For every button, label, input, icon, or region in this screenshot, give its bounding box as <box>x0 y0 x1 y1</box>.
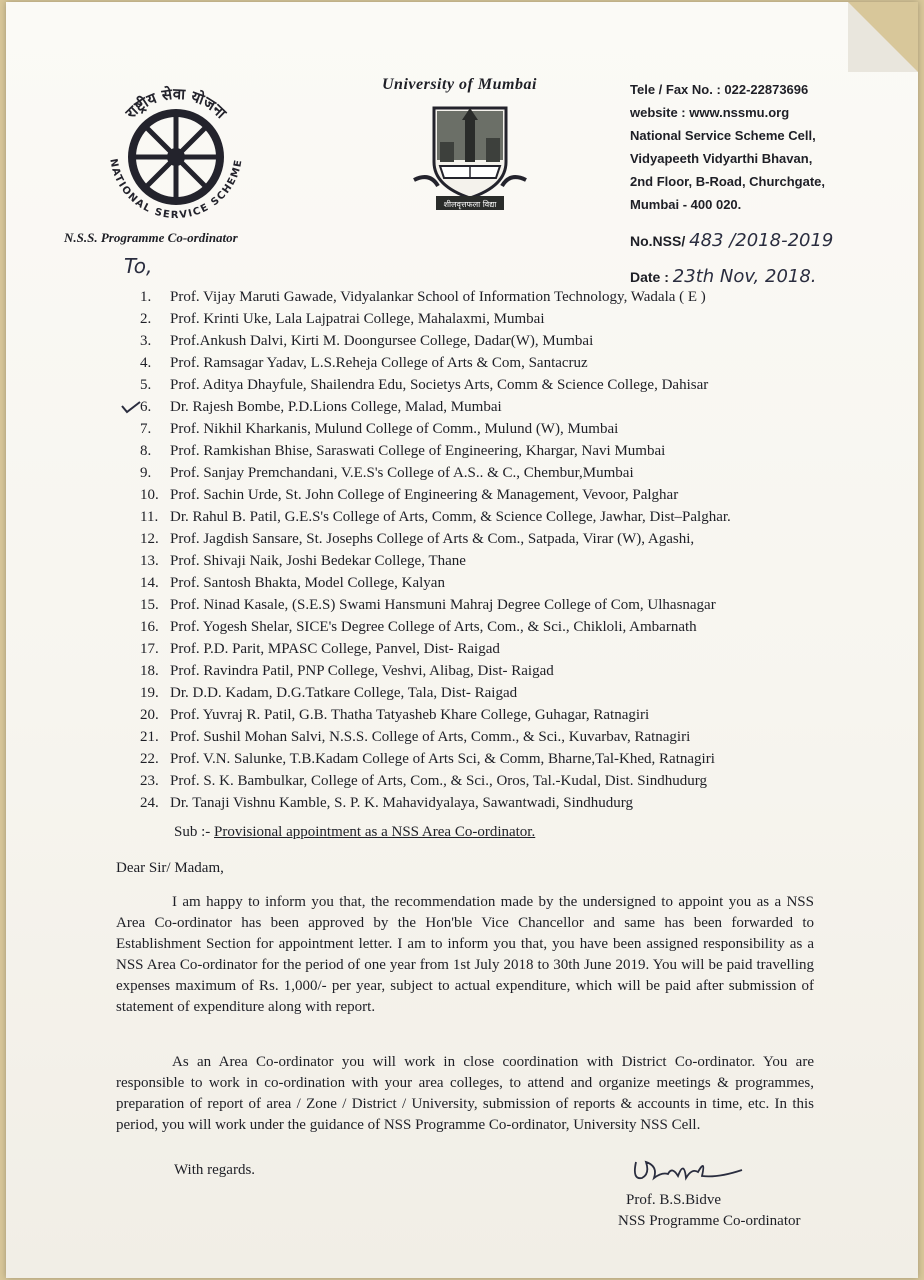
recipient-item: 10. Prof. Sachin Urde, St. John College of Engineering & Management, Vevoor, Palghar <box>140 487 679 503</box>
recipient-item: 18. Prof. Ravindra Patil, PNP College, Veshvi, Alibag, Dist- Raigad <box>140 663 554 679</box>
reference-prefix: No.NSS/ <box>630 233 686 249</box>
recipient-item: 7. Prof. Nikhil Kharkanis, Mulund College of Comm., Mulund (W), Mumbai <box>140 421 619 437</box>
recipient-item: 9. Prof. Sanjay Premchandani, V.E.S's College of A.S.. & C., Chembur,Mumbai <box>140 465 634 481</box>
contact-office: National Service Scheme Cell, <box>630 128 816 143</box>
recipient-item: 1. Prof. Vijay Maruti Gawade, Vidyalankar School of Information Technology, Wadala ( E ) <box>140 289 706 305</box>
subject-line <box>174 824 535 841</box>
recipient-item: 2. Prof. Krinti Uke, Lala Lajpatrai College, Mahalaxmi, Mumbai <box>140 311 545 327</box>
signer-title: NSS Programme Co-ordinator <box>618 1213 801 1229</box>
reference-number <box>630 230 833 251</box>
recipient-item: 22. Prof. V.N. Salunke, T.B.Kadam College of Arts Sci, & Comm, Bharne,Tal-Khed, Ratnagiri <box>140 751 715 767</box>
date-prefix: Date : <box>630 269 669 285</box>
contact-phone: Tele / Fax No. : 022-22873696 <box>630 82 809 97</box>
handwritten-tick-icon <box>120 400 142 414</box>
recipient-item: 6. Dr. Rajesh Bombe, P.D.Lions College, Malad, Mumbai <box>140 399 502 415</box>
letter-page <box>6 2 918 1278</box>
recipient-item: 16. Prof. Yogesh Shelar, SICE's Degree College of Arts, Com., & Sci., Chikloli, Ambarnath <box>140 619 697 635</box>
subject-text: Provisional appointment as a NSS Area Co-ordinator. <box>214 824 536 840</box>
recipient-item: 23. Prof. S. K. Bambulkar, College of Arts, Com., & Sci., Oros, Tal.-Kudal, Dist. Sindhudurg <box>140 773 707 789</box>
recipient-item: 21. Prof. Sushil Mohan Salvi, N.S.S. College of Arts, Comm., & Sci., Kuvarbav, Ratnagiri <box>140 729 691 745</box>
recipient-item: 14. Prof. Santosh Bhakta, Model College, Kalyan <box>140 575 445 591</box>
folded-corner <box>848 2 918 72</box>
recipient-item: 4. Prof. Ramsagar Yadav, L.S.Reheja College of Arts & Com, Santacruz <box>140 355 588 371</box>
recipient-item: 8. Prof. Ramkishan Bhise, Saraswati College of Engineering, Khargar, Navi Mumbai <box>140 443 666 459</box>
recipient-item: 13. Prof. Shivaji Naik, Joshi Bedekar College, Thane <box>140 553 466 569</box>
date-handwritten: 23th Nov, 2018. <box>672 266 817 287</box>
coordinator-label: N.S.S. Programme Co-ordinator <box>64 230 238 245</box>
university-crest-icon <box>410 102 530 214</box>
contact-city: Mumbai - 400 020. <box>630 197 742 212</box>
signer-name: Prof. B.S.Bidve <box>626 1192 722 1208</box>
contact-website: website : www.nssmu.org <box>630 105 790 120</box>
recipient-item: 12. Prof. Jagdish Sansare, St. Josephs College of Arts & Com., Satpada, Virar (W), Agashi, <box>140 531 695 547</box>
nss-emblem-icon <box>96 82 256 232</box>
recipient-item: 17. Prof. P.D. Parit, MPASC College, Panvel, Dist- Raigad <box>140 641 500 657</box>
emblem-bottom-text: NATIONAL SERVICE SCHEME <box>107 157 245 222</box>
body-paragraph-2: As an Area Co-ordinator you will work in close coordination with District Co-ordinator. You are responsible to work in co-ordination with your area colleges, to attend and organize meetings & programmes, preparation of report of area / Zone / District / University, submission of reports & accounts in time, etc. In this period, you will work under the guidance of NSS Programme Co-ordinator, University NSS Cell. <box>116 1054 814 1133</box>
recipient-item: 11. Dr. Rahul B. Patil, G.E.S's College of Arts, Comm, & Science College, Jawhar, Dist–Palghar. <box>140 509 731 525</box>
body-paragraph-1: I am happy to inform you that, the recommendation made by the undersigned to appoint you as a NSS Area Co-ordinator has been approved by the Hon'ble Vice Chancellor and same has been forwarded to Establishment Section for appointment letter. I am to inform you that, you have been assigned responsibility as a NSS Area Co-ordinator for the period of one year from 1st July 2018 to 30th June 2019. You will be paid travelling expenses maximum of Rs. 1,000/- per year, subject to actual expenditure, which will be paid after submission of statement of expenditure along with report. <box>116 894 814 1015</box>
recipient-item: 19. Dr. D.D. Kadam, D.G.Tatkare College, Tala, Dist- Raigad <box>140 685 518 701</box>
recipient-list <box>140 286 840 814</box>
contact-address: 2nd Floor, B-Road, Churchgate, <box>630 174 826 189</box>
recipient-item: 3. Prof.Ankush Dalvi, Kirti M. Doongursee College, Dadar(W), Mumbai <box>140 333 594 349</box>
emblem-top-text: राष्ट्रीय सेवा योजना <box>121 84 231 123</box>
letter-date <box>630 266 817 287</box>
crest-motto: शीलवृत्तफला विद्या <box>443 200 497 209</box>
salutation: Dear Sir/ Madam, <box>116 860 224 876</box>
recipient-item: 5. Prof. Aditya Dhayfule, Shailendra Edu, Societys Arts, Comm & Science College, Dahisar <box>140 377 709 393</box>
signer-block <box>618 1190 801 1232</box>
contact-block <box>630 78 825 216</box>
contact-building: Vidyapeeth Vidyarthi Bhavan, <box>630 151 813 166</box>
recipient-item: 15. Prof. Ninad Kasale, (S.E.S) Swami Hansmuni Mahraj Degree College of Com, Ulhasnagar <box>140 597 716 613</box>
university-name: University of Mumbai <box>382 76 537 93</box>
subject-prefix: Sub :- <box>174 824 215 840</box>
signature-icon <box>628 1152 748 1192</box>
recipient-item: 20. Prof. Yuvraj R. Patil, G.B. Thatha Tatyasheb Khare College, Guhagar, Ratnagiri <box>140 707 650 723</box>
closing: With regards. <box>174 1162 256 1178</box>
recipient-item: 24. Dr. Tanaji Vishnu Kamble, S. P. K. Mahavidyalaya, Sawantwadi, Sindhudurg <box>140 795 634 811</box>
to-label: To, <box>124 254 153 278</box>
reference-handwritten: 483 /2018-2019 <box>689 230 834 251</box>
